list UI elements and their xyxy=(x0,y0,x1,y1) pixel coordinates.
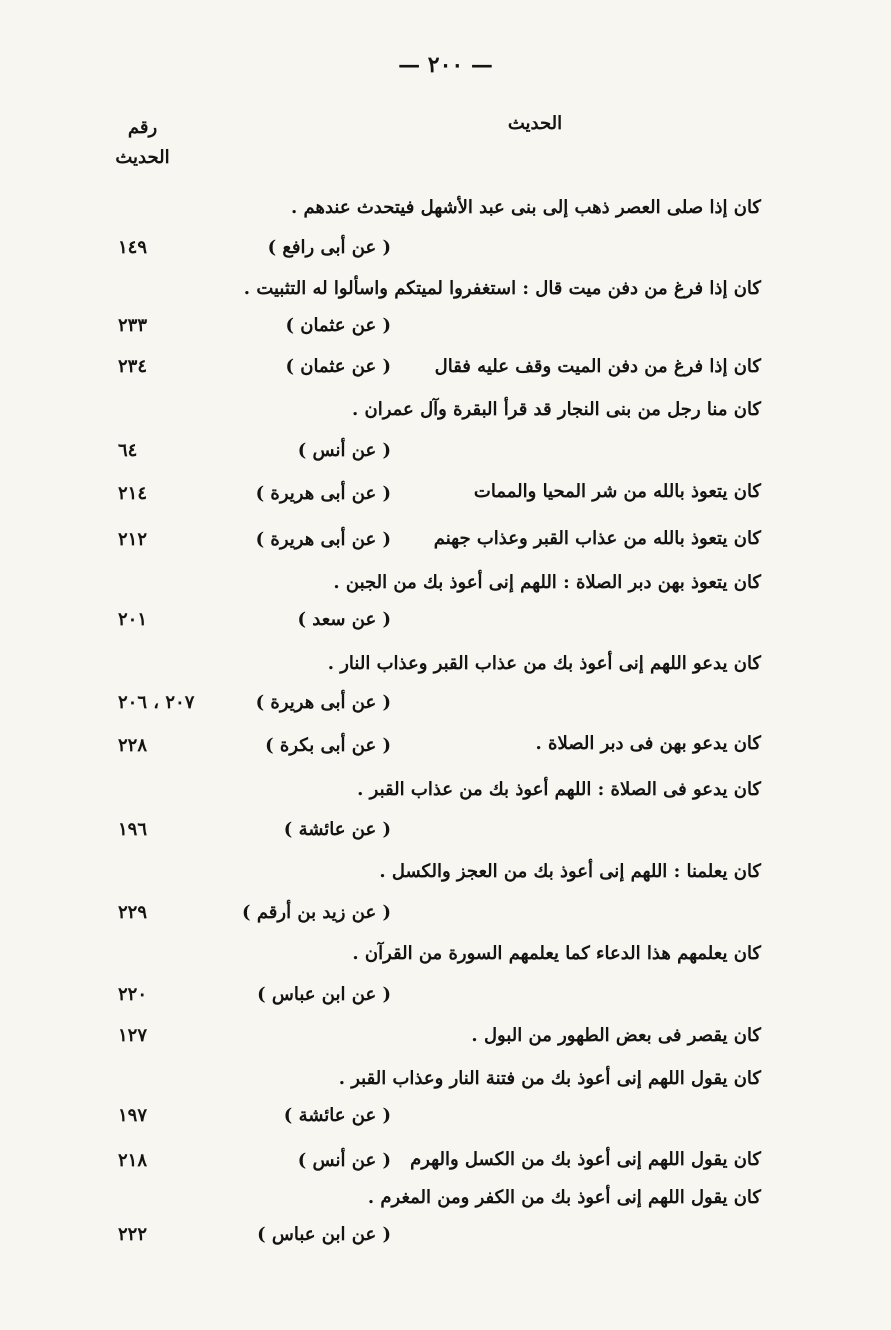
hadith-text: كان يعلمنا : اللهم إنى أعوذ بك من العجز والكسل . xyxy=(379,861,761,882)
hadith-text: كان يدعو اللهم إنى أعوذ بك من عذاب القبر وعذاب النار . xyxy=(327,653,761,674)
page-number: — ٢٠٠ — xyxy=(398,52,493,78)
hadith-source: ( عن عثمان ) xyxy=(285,356,391,377)
hadith-number: ٢٢٩ xyxy=(118,902,148,923)
hadith-source: ( عن أنس ) xyxy=(297,1150,391,1171)
hadith-text: كان يعلمهم هذا الدعاء كما يعلمهم السورة من القرآن . xyxy=(352,943,761,964)
hadith-text: كان منا رجل من بنى النجار قد قرأ البقرة وآل عمران . xyxy=(351,399,761,420)
column-header-hadith: الحديث xyxy=(507,113,563,134)
hadith-number: ٢٢٨ xyxy=(118,735,148,756)
hadith-source: ( عن زيد بن أرقم ) xyxy=(242,902,391,923)
hadith-number: ٢٢٠ xyxy=(118,984,148,1005)
hadith-number: ٢٠١ xyxy=(118,609,148,630)
hadith-number: ٢٣٤ xyxy=(118,356,148,377)
hadith-text: كان يقول اللهم إنى أعوذ بك من فتنة النار وعذاب القبر . xyxy=(338,1068,761,1089)
hadith-number: ٢١٤ xyxy=(118,483,148,504)
hadith-number: ٦٤ xyxy=(118,440,138,461)
hadith-number: ٢١٢ xyxy=(118,529,148,550)
hadith-source: ( عن أبى بكرة ) xyxy=(265,735,391,756)
hadith-number: ١٤٩ xyxy=(118,237,148,258)
hadith-number: ١٩٧ xyxy=(118,1105,148,1126)
hadith-source: ( عن عائشة ) xyxy=(283,819,391,840)
hadith-text: كان يتعوذ بالله من عذاب القبر وعذاب جهنم xyxy=(433,528,761,549)
hadith-text: كان يدعو فى الصلاة : اللهم أعوذ بك من عذاب القبر . xyxy=(357,779,761,800)
hadith-source: ( عن أبى هريرة ) xyxy=(255,529,391,550)
hadith-number: ٢٢٢ xyxy=(118,1224,148,1245)
hadith-text: كان يتعوذ بالله من شر المحيا والممات xyxy=(473,481,761,502)
column-header-number-line1: رقم xyxy=(127,117,158,138)
hadith-source: ( عن أبى رافع ) xyxy=(267,237,391,258)
column-header-number xyxy=(100,113,185,173)
hadith-text: كان إذا فرغ من دفن ميت قال : استغفروا لميتكم واسألوا له التثبيت . xyxy=(243,278,761,299)
hadith-number: ٢٣٣ xyxy=(118,315,148,336)
hadith-source: ( عن أنس ) xyxy=(297,440,391,461)
hadith-source: ( عن ابن عباس ) xyxy=(257,984,391,1005)
hadith-source: ( عن أبى هريرة ) xyxy=(255,692,391,713)
hadith-number: ٢٠٧ ، ٢٠٦ xyxy=(118,692,195,713)
hadith-text: كان يقصر فى بعض الطهور من البول . xyxy=(471,1025,761,1046)
hadith-source: ( عن أبى هريرة ) xyxy=(255,483,391,504)
hadith-number: ١٢٧ xyxy=(118,1025,148,1046)
hadith-source: ( عن عائشة ) xyxy=(283,1105,391,1126)
hadith-number: ١٩٦ xyxy=(118,819,148,840)
hadith-source: ( عن ابن عباس ) xyxy=(257,1224,391,1245)
hadith-source: ( عن عثمان ) xyxy=(285,315,391,336)
hadith-text: كان يتعوذ بهن دبر الصلاة : اللهم إنى أعوذ بك من الجبن . xyxy=(333,572,761,593)
column-header-number-line2: الحديث xyxy=(115,147,170,168)
hadith-text: كان إذا فرغ من دفن الميت وقف عليه فقال xyxy=(434,356,761,377)
hadith-text: كان يقول اللهم إنى أعوذ بك من الكفر ومن المغرم . xyxy=(367,1187,761,1208)
hadith-source: ( عن سعد ) xyxy=(297,609,391,630)
hadith-text: كان يقول اللهم إنى أعوذ بك من الكسل والهرم xyxy=(410,1149,761,1170)
hadith-text: كان يدعو بهن فى دبر الصلاة . xyxy=(535,733,761,754)
hadith-number: ٢١٨ xyxy=(118,1150,148,1171)
hadith-text: كان إذا صلى العصر ذهب إلى بنى عبد الأشهل فيتحدث عندهم . xyxy=(290,197,761,218)
